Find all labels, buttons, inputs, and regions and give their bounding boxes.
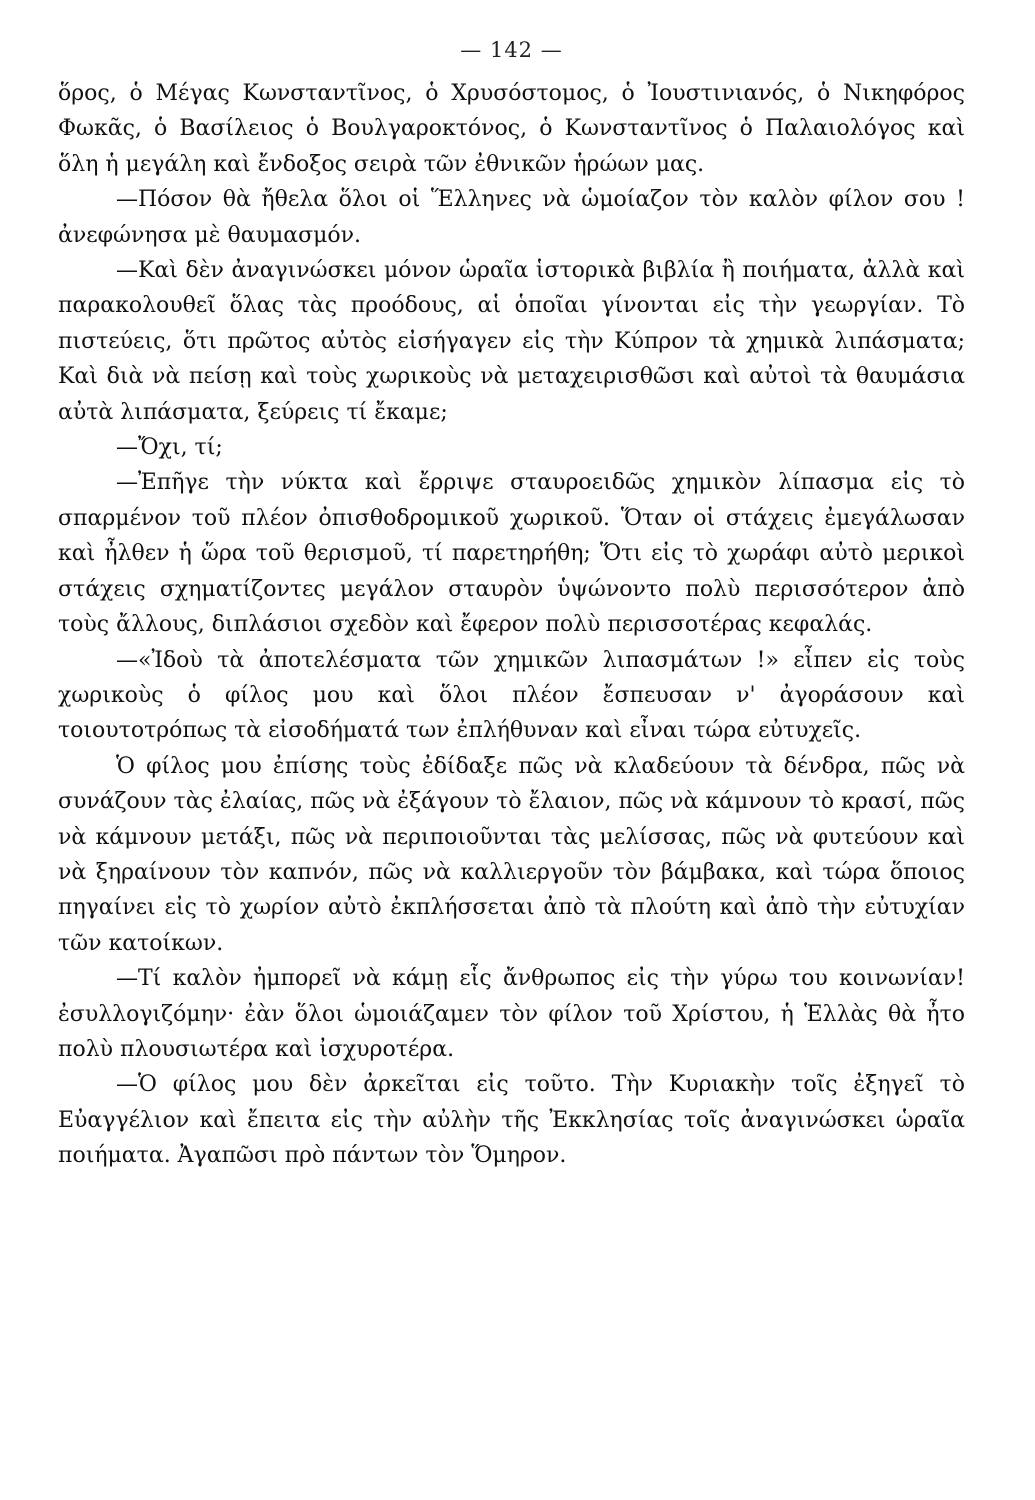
- paragraph-1: ὅρος, ὁ Μέγας Κωνσταντῖνος, ὁ Χρυσόστομος, ὁ Ἰουστινιανός, ὁ Νικηφόρος Φωκᾶς, ὁ Βασίλειος ὁ Βουλγαροκτόνος, ὁ Κωνσταντῖνος ὁ Παλαιολόγος καὶ ὅλη ἡ μεγάλη καὶ ἔνδοξος σειρὰ τῶν ἐθνικῶν ἡρώων μας.: [58, 81, 965, 177]
- page-number: — 142 —: [460, 38, 563, 62]
- paragraph-4: —Ὄχι, τί;: [116, 435, 223, 461]
- paragraph-6: —«Ἰδοὺ τὰ ἀποτελέσματα τῶν χημικῶν λιπασμάτων !» εἶπεν εἰς τοὺς χωρικοὺς ὁ φίλος μου καὶ ὅλοι πλέον ἔσπευσαν ν' ἀγοράσουν καὶ τοιουτοτρόπως τὰ εἰσοδήματά των ἐπλήθυναν καὶ εἶναι τώρα εὐτυχεῖς.: [58, 647, 965, 744]
- paragraph-2: —Πόσον θὰ ἤθελα ὅλοι οἱ Ἕλληνες νὰ ὡμοίαζον τὸν καλὸν φίλον σου ! ἀνεφώνησα μὲ θαυμασμόν.: [58, 187, 965, 248]
- paragraph-9: —Ὁ φίλος μου δὲν ἀρκεῖται εἰς τοῦτο. Τὴν Κυριακὴν τοῖς ἐξηγεῖ τὸ Εὐαγγέλιον καὶ ἔπειτα εἰς τὴν αὐλὴν τῆς Ἐκκλησίας τοῖς ἀναγινώσκει ὡραῖα ποιήματα. Ἀγαπῶσι πρὸ πάντων τὸν Ὅμηρον.: [58, 1072, 965, 1169]
- paragraph-5: —Ἐπῆγε τὴν νύκτα καὶ ἔρριψε σταυροειδῶς χημικὸν λίπασμα εἰς τὸ σπαρμένον τοῦ πλέον ὀπισθοδρομικοῦ χωρικοῦ. Ὅταν οἱ στάχεις ἐμεγάλωσαν καὶ ἦλθεν ἡ ὥρα τοῦ θερισμοῦ, τί παρετηρήθη; Ὅτι εἰς τὸ χωράφι αὐτὸ μερικοὶ στάχεις σχηματίζοντες μεγάλον σταυρὸν ὑψώνοντο πολὺ περισσότερον ἀπὸ τοὺς ἄλλους, διπλάσιοι σχεδὸν καὶ ἔφερον πολὺ περισσοτέρας κεφαλάς.: [58, 470, 965, 638]
- paragraph-7: Ὁ φίλος μου ἐπίσης τοὺς ἐδίδαξε πῶς νὰ κλαδεύουν τὰ δένδρα, πῶς νὰ συνάζουν τὰς ἐλαίας, πῶς νὰ ἐξάγουν τὸ ἔλαιον, πῶς νὰ κάμνουν τὸ κρασί, πῶς νὰ κάμνουν μετάξι, πῶς νὰ περιποιοῦνται τὰς μελίσσας, πῶς νὰ φυτεύουν καὶ νὰ ξηραίνουν τὸν καπνόν, πῶς νὰ καλλιεργοῦν τὸν βάμβακα, καὶ τώρα ὅποιος πηγαίνει εἰς τὸ χωρίον αὐτὸ ἐκπλήσσεται ἀπὸ τὰ πλούτη καὶ ἀπὸ τὴν εὐτυχίαν τῶν κατοίκων.: [58, 753, 965, 956]
- body-text: [58, 76, 965, 1174]
- paragraph-3: —Καὶ δὲν ἀναγινώσκει μόνον ὡραῖα ἱστορικὰ βιβλία ἢ ποιήματα, ἀλλὰ καὶ παρακολουθεῖ ὅλας τὰς προόδους, αἱ ὁποῖαι γίνονται εἰς τὴν γεωργίαν. Τὸ πιστεύεις, ὅτι πρῶτος αὐτὸς εἰσήγαγεν εἰς τὴν Κύπρον τὰ χημικὰ λιπάσματα; Καὶ διὰ νὰ πείσῃ καὶ τοὺς χωρικοὺς νὰ μεταχειρισθῶσι καὶ αὐτοὶ τὰ θαυμάσια αὐτὰ λιπάσματα, ξεύρεις τί ἔκαμε;: [58, 258, 965, 425]
- paragraph-8: —Τί καλὸν ἠμπορεῖ νὰ κάμῃ εἷς ἄνθρωπος εἰς τὴν γύρω του κοινωνίαν! ἐσυλλογιζόμην· ἐὰν ὅλοι ὡμοιάζαμεν τὸν φίλον τοῦ Χρίστου, ἡ Ἑλλὰς θὰ ἦτο πολὺ πλουσιωτέρα καὶ ἰσχυροτέρα.: [58, 966, 965, 1062]
